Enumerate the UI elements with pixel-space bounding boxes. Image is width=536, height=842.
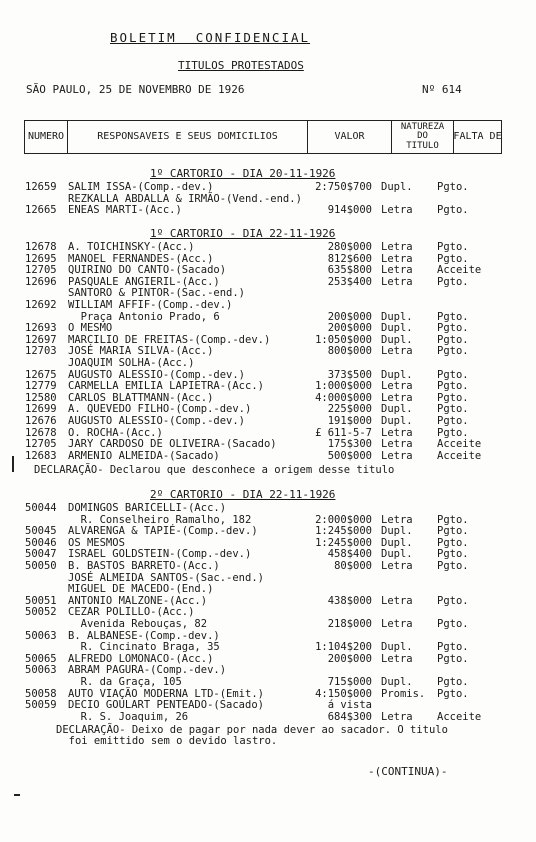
row-falta: Pgto. <box>437 513 469 526</box>
row-valor: 218$000 <box>327 618 372 630</box>
row-valor: 1:245$000 <box>315 525 372 538</box>
row-numero: 12699 <box>25 403 57 416</box>
row-falta: Pgto. <box>437 415 469 427</box>
row-valor: 458$400 <box>327 548 372 561</box>
row-numero: 12705 <box>25 264 57 277</box>
row-responsavel: CEZAR POLILLO-(Acc.) <box>68 606 195 619</box>
row-falta: Pgto. <box>437 391 469 404</box>
row-natureza: Letra <box>381 275 413 288</box>
row-responsavel: ARMENIO ALMEIDA-(Sacado) <box>68 449 220 462</box>
header-valor: VALOR <box>308 121 392 153</box>
row-falta: Pgto. <box>437 204 469 217</box>
row-falta: Pgto. <box>437 560 469 572</box>
row-falta: Acceite <box>437 449 482 462</box>
row-responsavel: SALIM ISSA-(Comp.-dev.) <box>68 181 214 193</box>
row-numero: 12692 <box>25 299 57 311</box>
row-falta: Acceite <box>437 710 482 723</box>
table-row <box>0 712 536 724</box>
header-numero: NUMERO <box>24 121 68 153</box>
row-natureza: Letra <box>381 449 413 462</box>
row-numero: 50044 <box>25 502 57 514</box>
row-responsavel: A. TOICHINSKY-(Acc.) <box>68 241 195 253</box>
row-responsavel: JOSÉ ALMEIDA SANTOS-(Sac.-end.) <box>68 571 264 584</box>
row-falta: Pgto. <box>437 618 469 630</box>
row-valor: 2:000$000 <box>315 513 372 526</box>
row-valor: 438$000 <box>327 594 372 607</box>
row-numero: 12659 <box>25 181 57 193</box>
row-falta: Pgto. <box>437 676 469 688</box>
row-responsavel: A. QUEVEDO FILHO-(Comp.-dev.) <box>68 403 252 416</box>
row-falta: Pgto. <box>437 345 469 358</box>
row-natureza: Letra <box>381 710 413 723</box>
place-date: SÃO PAULO, 25 DE NOVEMBRO DE 1926 <box>26 83 245 96</box>
header-natureza: NATUREZA DO TITULO <box>392 121 454 153</box>
row-natureza: Letra <box>381 204 413 217</box>
row-valor: 1:050$000 <box>315 333 372 346</box>
row-responsavel: ANTONIO MALZONE-(Acc.) <box>68 594 208 607</box>
row-valor: 191$000 <box>327 415 372 427</box>
row-numero: 50065 <box>25 652 57 665</box>
row-falta: Pgto. <box>437 181 469 193</box>
row-natureza: Dupl. <box>381 310 413 323</box>
row-valor: 2:750$700 <box>315 181 372 193</box>
row-falta: Pgto. <box>437 652 469 665</box>
row-natureza: Dupl. <box>381 676 413 688</box>
row-valor: 4:150$000 <box>315 687 372 700</box>
section-title: 1º CARTORIO - DIA 20-11-1926 <box>150 167 336 180</box>
row-responsavel: ISRAEL GOLDSTEIN-(Comp.-dev.) <box>68 548 252 561</box>
row-numero: 12676 <box>25 415 57 427</box>
row-natureza: Dupl. <box>381 333 413 346</box>
row-falta: Pgto. <box>437 380 469 393</box>
row-responsavel: R. da Graça, 105 <box>68 676 182 688</box>
row-natureza: Letra <box>381 345 413 358</box>
row-numero: 50059 <box>25 699 57 712</box>
row-natureza: Dupl. <box>381 368 413 381</box>
row-valor: á vista <box>327 699 372 712</box>
row-responsavel: WILLIAM AFFIF-(Comp.-dev.) <box>68 299 233 311</box>
table-row <box>0 205 536 217</box>
row-falta: Pgto. <box>437 536 469 549</box>
row-valor: 200$000 <box>327 652 372 665</box>
row-numero: 12697 <box>25 333 57 346</box>
row-responsavel: DECIO GOULART PENTEADO-(Sacado) <box>68 699 264 712</box>
row-responsavel: ENEAS MARTI-(Acc.) <box>68 204 182 217</box>
row-responsavel: AUTO VIAÇÃO MODERNA LTD-(Emit.) <box>68 687 264 700</box>
row-numero: 50063 <box>25 629 57 642</box>
row-responsavel: Praça Antonio Prado, 6 <box>68 310 220 323</box>
row-valor: 175$300 <box>327 438 372 451</box>
row-natureza: Dupl. <box>381 641 413 654</box>
row-natureza: Letra <box>381 252 413 265</box>
row-valor: 500$000 <box>327 449 372 462</box>
row-natureza: Letra <box>381 594 413 607</box>
row-responsavel: R. Conselheiro Ramalho, 182 <box>68 513 252 526</box>
row-valor: 225$000 <box>327 403 372 416</box>
row-falta: Pgto. <box>437 687 469 700</box>
bulletin-number: Nº 614 <box>422 83 462 96</box>
row-valor: 635$800 <box>327 264 372 277</box>
row-numero: 50046 <box>25 536 57 549</box>
row-natureza: Dupl. <box>381 536 413 549</box>
row-valor: 1:000$000 <box>315 380 372 393</box>
row-numero: 50051 <box>25 594 57 607</box>
row-responsavel: ALVARENGA & TAPIÉ-(Comp.-dev.) <box>68 525 258 538</box>
row-numero: 50047 <box>25 548 57 561</box>
header-falta: FALTA DE <box>454 121 502 153</box>
row-responsavel: AUGUSTO ALESSIO-(Comp.-dev.) <box>68 415 246 427</box>
row-natureza: Letra <box>381 391 413 404</box>
row-responsavel: R. S. Joaquim, 26 <box>68 710 189 723</box>
row-responsavel: OS MESMOS <box>68 536 125 549</box>
row-natureza: Letra <box>381 652 413 665</box>
row-responsavel: MIGUEL DE MACEDO-(End.) <box>68 583 214 596</box>
row-falta: Pgto. <box>437 548 469 561</box>
declaration-note: DECLARAÇÃO- Deixo de pagar por nada dever ao sacador. O titulo foi emittido sem o devido lastro. <box>56 724 448 747</box>
row-responsavel: DOMINGOS BARICELLI-(Acc.) <box>68 502 227 514</box>
row-valor: 1:245$000 <box>315 536 372 549</box>
row-numero: 12665 <box>25 204 57 217</box>
row-numero: 50050 <box>25 560 57 572</box>
row-numero: 12703 <box>25 345 57 358</box>
row-numero: 12779 <box>25 380 57 393</box>
row-falta: Acceite <box>437 264 482 277</box>
row-numero: 12580 <box>25 391 57 404</box>
row-falta: Pgto. <box>437 333 469 346</box>
declaration-note: DECLARAÇÃO- Declarou que desconhece a origem desse titulo <box>34 464 395 476</box>
row-natureza: Letra <box>381 264 413 277</box>
section-title: 2º CARTORIO - DIA 22-11-1926 <box>150 488 336 501</box>
row-valor: 812$600 <box>327 252 372 265</box>
row-natureza: Promis. <box>381 687 426 700</box>
margin-mark <box>12 456 14 472</box>
document-subtitle: TITULOS PROTESTADOS <box>178 59 304 72</box>
row-valor: 253$400 <box>327 275 372 288</box>
continua-label: -(CONTINUA)- <box>368 765 448 778</box>
row-responsavel: JOSÉ MARIA SILVA-(Acc.) <box>68 345 214 358</box>
row-falta: Pgto. <box>437 275 469 288</box>
row-falta: Pgto. <box>437 426 469 439</box>
row-natureza: Dupl. <box>381 181 413 193</box>
row-responsavel: O MESMO <box>68 322 113 335</box>
row-natureza: Letra <box>381 380 413 393</box>
table-header <box>24 120 502 154</box>
row-responsavel: ABRAM PAGURA-(Comp.-dev.) <box>68 664 227 677</box>
row-responsavel: JARY CARDOSO DE OLIVEIRA-(Sacado) <box>68 438 277 451</box>
row-falta: Pgto. <box>437 368 469 381</box>
row-valor: 684$300 <box>327 710 372 723</box>
row-natureza: Dupl. <box>381 415 413 427</box>
row-responsavel: AUGUSTO ALESSIO-(Comp.-dev.) <box>68 368 246 381</box>
document-title: BOLETIM CONFIDENCIAL <box>110 30 311 45</box>
row-valor: 80$000 <box>334 560 372 572</box>
row-numero: 12693 <box>25 322 57 335</box>
row-responsavel: O. ROCHA-(Acc.) <box>68 426 163 439</box>
row-numero: 50045 <box>25 525 57 538</box>
row-numero: 12683 <box>25 449 57 462</box>
row-valor: 280$000 <box>327 241 372 253</box>
row-responsavel: SANTORO & PINTOR-(Sac.-end.) <box>68 287 246 300</box>
margin-mark <box>14 794 20 796</box>
row-natureza: Dupl. <box>381 322 413 335</box>
row-valor: 373$500 <box>327 368 372 381</box>
row-natureza: Dupl. <box>381 403 413 416</box>
row-valor: 914$000 <box>327 204 372 217</box>
row-responsavel: B. ALBANESE-(Comp.-dev.) <box>68 629 220 642</box>
row-falta: Pgto. <box>437 252 469 265</box>
row-natureza: Letra <box>381 618 413 630</box>
row-falta: Pgto. <box>437 322 469 335</box>
section-title: 1º CARTORIO - DIA 22-11-1926 <box>150 227 336 240</box>
row-natureza: Letra <box>381 513 413 526</box>
row-numero: 12678 <box>25 426 57 439</box>
row-falta: Pgto. <box>437 594 469 607</box>
row-responsavel: MARCILIO DE FREITAS-(Comp.-dev.) <box>68 333 271 346</box>
row-falta: Pgto. <box>437 525 469 538</box>
row-natureza: Letra <box>381 241 413 253</box>
row-responsavel: CARMELLA EMILIA LAPIETRA-(Acc.) <box>68 380 264 393</box>
row-responsavel: CARLOS BLATTMANN-(Acc.) <box>68 391 214 404</box>
row-numero: 12696 <box>25 275 57 288</box>
row-numero: 50052 <box>25 606 57 619</box>
row-valor: 200$000 <box>327 322 372 335</box>
row-numero: 12705 <box>25 438 57 451</box>
row-falta: Pgto. <box>437 641 469 654</box>
row-numero: 12695 <box>25 252 57 265</box>
row-numero: 50063 <box>25 664 57 677</box>
row-natureza: Letra <box>381 438 413 451</box>
row-valor: 715$000 <box>327 676 372 688</box>
row-responsavel: PASQUALE ANGIERIL-(Acc.) <box>68 275 220 288</box>
row-valor: 4:000$000 <box>315 391 372 404</box>
row-numero: 12678 <box>25 241 57 253</box>
row-natureza: Letra <box>381 560 413 572</box>
row-valor: 200$000 <box>327 310 372 323</box>
row-valor: £ 611-5-7 <box>315 426 372 439</box>
row-natureza: Letra <box>381 426 413 439</box>
row-responsavel: MANOEL FERNANDES-(Acc.) <box>68 252 214 265</box>
row-natureza: Dupl. <box>381 525 413 538</box>
row-falta: Pgto. <box>437 241 469 253</box>
row-responsavel: Avenida Rebouças, 82 <box>68 618 208 630</box>
row-responsavel: R. Cincinato Braga, 35 <box>68 641 220 654</box>
row-valor: 1:104$200 <box>315 641 372 654</box>
row-natureza: Dupl. <box>381 548 413 561</box>
row-responsavel: JOAQUIM SOLHA-(Acc.) <box>68 357 195 369</box>
row-responsavel: REZKALLA ABDALLA & IRMÃO-(Vend.-end.) <box>68 192 302 205</box>
row-responsavel: ALFREDO LOMONACO-(Acc.) <box>68 652 214 665</box>
row-valor: 800$000 <box>327 345 372 358</box>
row-falta: Pgto. <box>437 310 469 323</box>
row-numero: 50058 <box>25 687 57 700</box>
table-row <box>0 451 536 463</box>
row-responsavel: B. BASTOS BARRETO-(Acc.) <box>68 560 220 572</box>
row-falta: Pgto. <box>437 403 469 416</box>
row-falta: Acceite <box>437 438 482 451</box>
row-responsavel: QUIRINO DO CANTO-(Sacado) <box>68 264 227 277</box>
header-responsaveis: RESPONSAVEIS E SEUS DOMICILIOS <box>68 121 308 153</box>
row-numero: 12675 <box>25 368 57 381</box>
